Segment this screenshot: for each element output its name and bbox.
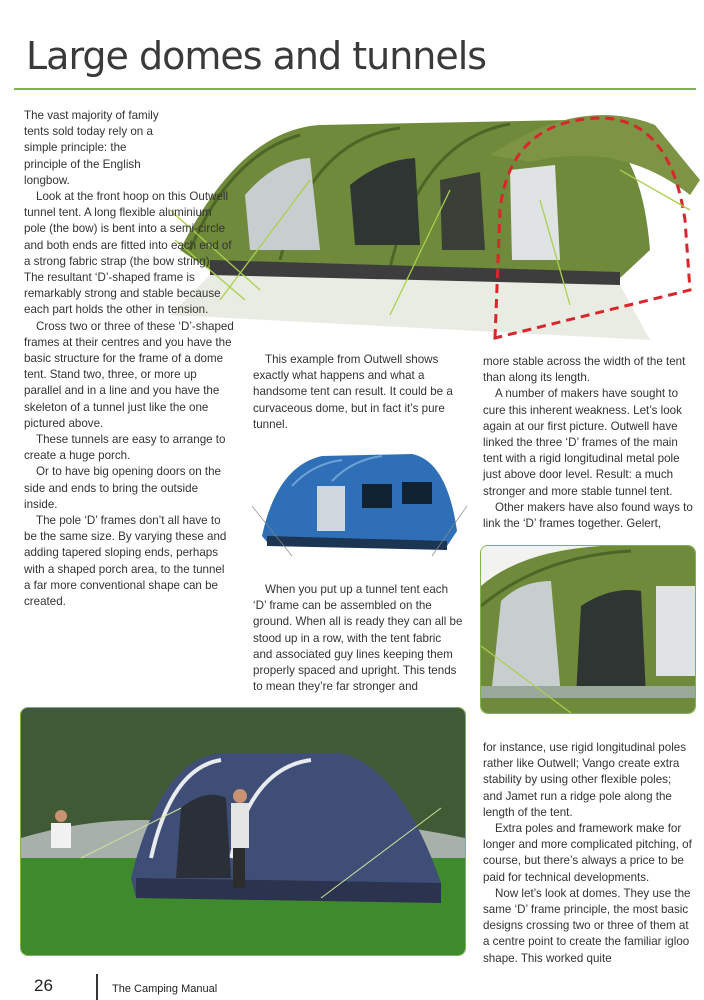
paragraph: Extra poles and framework make for longer and more complicated pitching, of course, but there’s always a price to be paid for technical developments. — [483, 822, 692, 884]
title-rule — [14, 88, 696, 90]
photo-tent-closeup — [480, 545, 696, 714]
page-footer — [0, 968, 300, 998]
paragraph: Cross two or three of these ‘D’-shaped frames at their centres and you have the basic structure for the frame of a dome tent. Stand two, three, or more up parallel and in a line and you have the skeleton of a tunnel just like the one pictured above. — [24, 319, 234, 430]
paragraph: When you put up a tunnel tent each ‘D’ frame can be assembled on the ground. When all is ready they can all be stood up in a row, with the tent fabric and associated guy lines keeping them properly spaced and upright. This tends to mean they’re far stronger and — [253, 583, 463, 694]
photo-blue-tunnel-tent — [252, 446, 467, 562]
paragraph: The vast majority of family tents sold today rely on a simple principle: the principle of the English longbow. — [24, 109, 159, 187]
page-number: 26 — [34, 976, 53, 995]
column-a — [24, 108, 234, 610]
paragraph: Other makers have also found ways to link the ‘D’ frames together. Gelert, — [483, 500, 693, 531]
column-c-top — [483, 354, 693, 532]
paragraph: This example from Outwell shows exactly what happens and what a handsome tent can result. It could be a curvaceous dome, but in fact it’s pure tunnel. — [253, 353, 453, 431]
column-b-top — [253, 352, 463, 433]
footer-divider — [96, 974, 98, 1000]
paragraph: The pole ‘D’ frames don’t all have to be the same size. By varying these and adding tapered sloping ends, perhaps with a shaped porch area, to the tunnel a far more conventional shape can be created. — [24, 514, 227, 609]
paragraph: A number of makers have sought to cure this inherent weakness. Let’s look again at our first picture. Outwell have linked the three ‘D’ frames of the main tent with a rigid longitudinal metal pole just above door level. Result: a much stronger and more stable tunnel tent. — [483, 387, 682, 498]
paragraph: more stable across the width of the tent than along its length. — [483, 355, 686, 385]
book-title: The Camping Manual — [112, 983, 218, 995]
page-title: Large domes and tunnels — [26, 34, 487, 78]
paragraph: Look at the front hoop on this Outwell tunnel tent. A long flexible aluminium pole (the bow) is bent into a semi-circle and both ends are fitted into each end of a strong fabric strap (the bow string). The resultant ‘D’-shaped frame is remarkably strong and stable because each part holds the other in tension. — [24, 190, 232, 317]
column-b-bottom — [253, 582, 463, 695]
photo-tent-in-field — [20, 707, 466, 956]
paragraph: Now let’s look at domes. They use the same ‘D’ frame principle, the most basic designs crossing two or three of them at a centre point to create the familiar igloo shape. This worked quite — [483, 886, 691, 965]
column-c-bottom — [483, 740, 693, 967]
paragraph: for instance, use rigid longitudinal poles rather like Outwell; Vango create extra stability by using other flexible poles; and Jamet run a ridge pole along the length of the tent. — [483, 741, 687, 819]
paragraph: Or to have big opening doors on the side and ends to bring the outside inside. — [24, 465, 221, 511]
paragraph: These tunnels are easy to arrange to create a huge porch. — [24, 433, 226, 463]
